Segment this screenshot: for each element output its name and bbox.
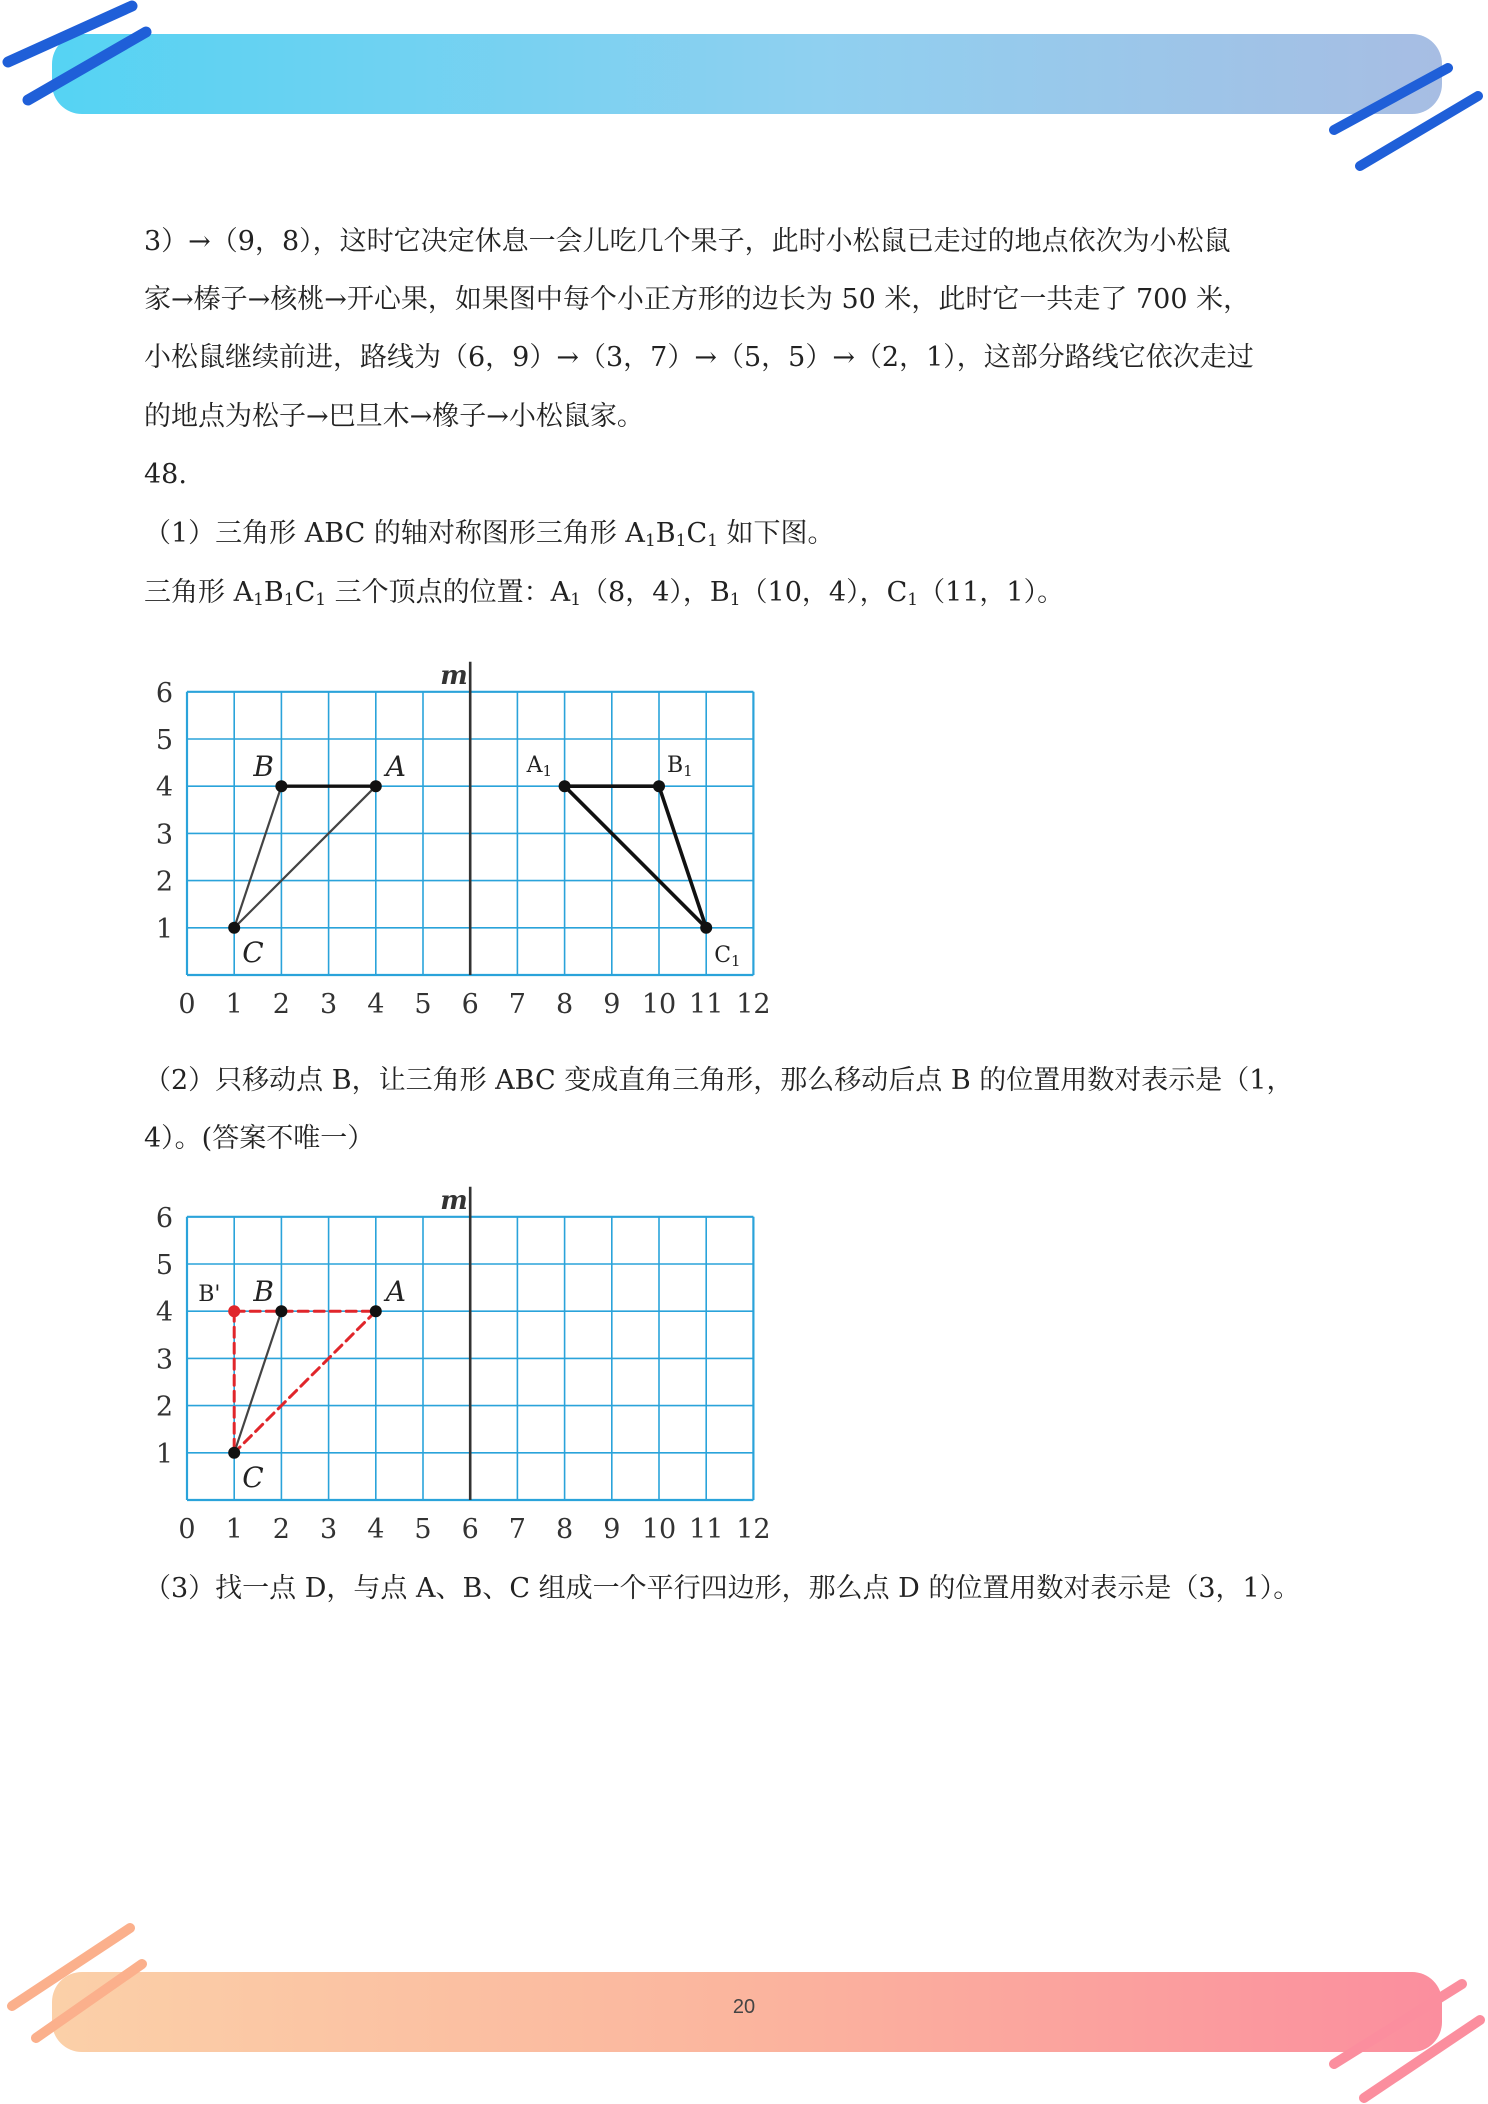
segment-BC <box>234 786 281 928</box>
segment-BC <box>234 1311 281 1453</box>
point-label-B1: B1 <box>667 753 693 781</box>
x-tick-label: 10 <box>641 1514 677 1545</box>
point-C <box>228 922 240 934</box>
x-tick-label: 0 <box>178 989 196 1020</box>
x-tick-label: 12 <box>736 1514 771 1545</box>
q48-part2-line-2: 4）。(答案不唯一） <box>144 1123 375 1154</box>
header-stripes-left-icon <box>0 0 160 120</box>
y-tick-label: 3 <box>155 1344 173 1376</box>
y-tick-label: 2 <box>155 1391 173 1423</box>
x-tick-label: 2 <box>272 989 290 1020</box>
paragraph-line-4: 的地点为松子→巴旦木→橡子→小松鼠家。 <box>144 401 644 432</box>
figure-1-grid <box>140 655 800 1030</box>
point-B <box>275 1305 287 1317</box>
x-tick-label: 7 <box>508 989 526 1020</box>
point-label-B-prime: B' <box>198 1282 221 1308</box>
y-tick-label: 6 <box>155 677 173 709</box>
q48-vertices-text: 三角形 $A_1B_1C_1$ 三个顶点的位置：$A_1(8$，4），$B_1(10$，4），$C_1(11$，1）。 <box>144 577 1065 610</box>
x-tick-label: 8 <box>556 1514 574 1545</box>
figure-2-svg <box>140 1180 800 1555</box>
point-A <box>370 1305 382 1317</box>
paragraph-line-2: 家→榛子→核桃→开心果，如果图中每个小正方形的边长为 50 米，此时它一共走了 700 米， <box>144 284 1251 315</box>
point-label-B: B <box>253 1275 274 1309</box>
paragraph-line-1: 3）→（9，8），这时它决定休息一会儿吃几个果子，此时小松鼠已走过的地点依次为小松鼠 <box>144 226 1231 257</box>
point-label-A: A <box>385 1275 407 1309</box>
x-tick-label: 3 <box>320 1514 338 1545</box>
segment-A1C1 <box>565 786 707 928</box>
x-tick-label: 1 <box>225 1514 243 1545</box>
y-tick-label: 4 <box>155 1297 173 1329</box>
point-C1 <box>700 922 712 934</box>
point-A1 <box>559 780 571 792</box>
question-number: 48. <box>144 459 187 490</box>
header-stripes-right-icon <box>1320 50 1488 180</box>
x-tick-label: 8 <box>556 989 574 1020</box>
x-tick-label: 2 <box>272 1514 290 1545</box>
x-tick-label: 11 <box>689 989 724 1020</box>
point-label-A1: A1 <box>526 753 553 781</box>
segment-AC <box>234 1311 376 1453</box>
x-tick-label: 9 <box>603 1514 621 1545</box>
x-tick-label: 1 <box>225 989 243 1020</box>
page-number: 20 <box>732 1996 756 2018</box>
point-B-prime <box>228 1305 240 1317</box>
axis-label-m: m <box>440 660 468 691</box>
segment-AC <box>234 786 376 928</box>
x-tick-label: 11 <box>689 1514 724 1545</box>
figure-1-svg <box>140 655 800 1030</box>
x-tick-label: 6 <box>461 989 479 1020</box>
x-tick-label: 12 <box>736 989 771 1020</box>
figure-2-grid <box>140 1180 800 1555</box>
x-tick-label: 6 <box>461 1514 479 1545</box>
q48-part1-text: （1）三角形 ABC 的轴对称图形三角形 $A_1B_1C_1$ 如下图。 <box>144 518 835 551</box>
y-tick-label: 5 <box>155 1250 173 1281</box>
y-tick-label: 4 <box>155 772 173 804</box>
y-tick-label: 5 <box>155 725 173 756</box>
paragraph-line-3: 小松鼠继续前进，路线为（6，9）→（3，7）→（5，5）→（2，1），这部分路线它依次走过 <box>144 342 1254 373</box>
y-tick-label: 2 <box>155 866 173 898</box>
point-label-C: C <box>242 935 264 969</box>
point-label-A: A <box>385 750 407 784</box>
x-tick-label: 4 <box>367 989 385 1020</box>
header-band <box>52 34 1442 114</box>
y-tick-label: 6 <box>155 1202 173 1234</box>
x-tick-label: 0 <box>178 1514 196 1545</box>
point-B1 <box>653 780 665 792</box>
x-tick-label: 5 <box>414 989 432 1020</box>
point-label-B: B <box>253 750 274 784</box>
point-B <box>275 780 287 792</box>
x-tick-label: 3 <box>320 989 338 1020</box>
q48-part3-text: （3）找一点 D，与点 A、B、C 组成一个平行四边形，那么点 D 的位置用数对表示是（3，1）。 <box>144 1573 1301 1604</box>
footer-stripes-left-icon <box>0 1920 150 2050</box>
point-C <box>228 1447 240 1459</box>
x-tick-label: 10 <box>641 989 677 1020</box>
y-tick-label: 1 <box>155 913 173 945</box>
axis-label-m: m <box>440 1185 468 1216</box>
x-tick-label: 7 <box>508 1514 526 1545</box>
point-label-C1: C1 <box>714 942 741 970</box>
point-A <box>370 780 382 792</box>
y-tick-label: 1 <box>155 1438 173 1470</box>
x-tick-label: 4 <box>367 1514 385 1545</box>
footer-stripes-right-icon <box>1320 1968 1488 2104</box>
point-label-C: C <box>242 1460 264 1494</box>
q48-part2-line-1: （2）只移动点 B，让三角形 ABC 变成直角三角形，那么移动后点 B 的位置用数对表示是（1， <box>144 1065 1294 1096</box>
x-tick-label: 9 <box>603 989 621 1020</box>
y-tick-label: 3 <box>155 819 173 851</box>
x-tick-label: 5 <box>414 1514 432 1545</box>
